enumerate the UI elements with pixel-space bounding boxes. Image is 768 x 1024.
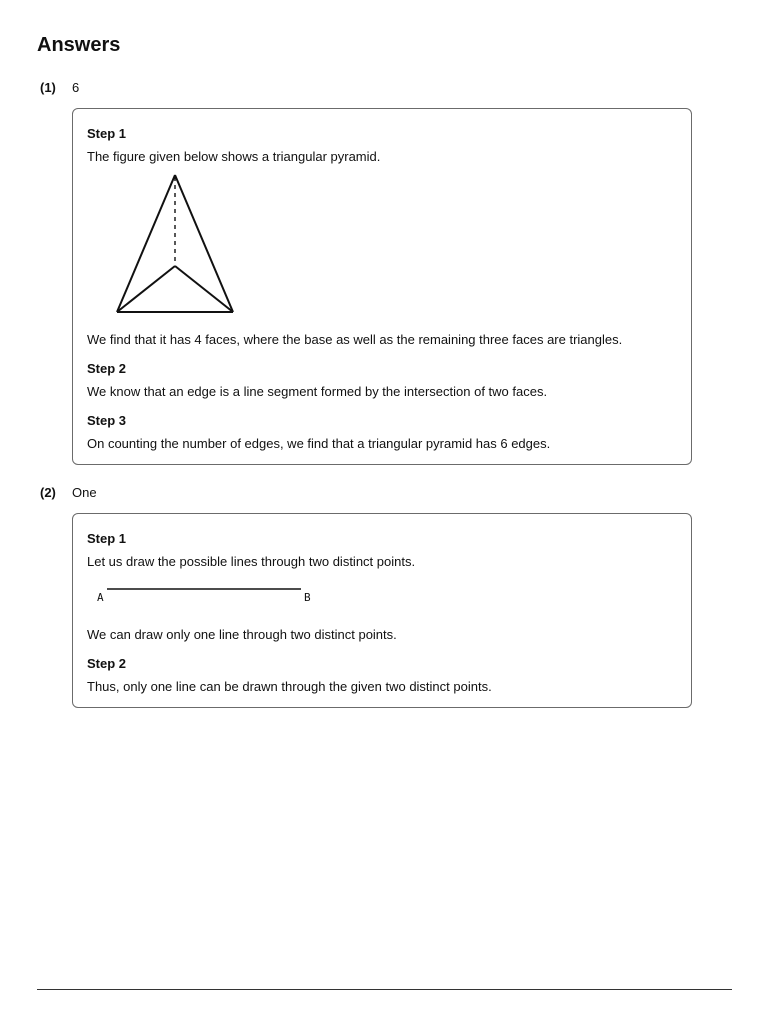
answer-2-number: (2) <box>40 485 56 500</box>
answer-2-step-2-text: Thus, only one line can be drawn through the given two distinct points. <box>87 679 492 694</box>
answer-2-row <box>40 485 97 500</box>
answer-1-step-1-title: Step 1 <box>87 126 127 141</box>
answer-2-step-1-conclusion: We can draw only one line through two distinct points. <box>87 627 397 642</box>
answer-1-step-3-title: Step 3 <box>87 413 127 428</box>
answer-1-row <box>40 80 79 95</box>
answer-1-value: 6 <box>72 80 80 95</box>
answer-1-step-2-title: Step 2 <box>87 361 127 376</box>
answer-1-number: (1) <box>40 80 56 95</box>
line-through-points-figure <box>95 582 317 604</box>
answer-2-step-1-text: Let us draw the possible lines through two distinct points. <box>87 554 416 569</box>
triangular-pyramid-figure <box>113 173 238 317</box>
pyramid-edge-left <box>117 175 175 312</box>
answer-2-step-2-title: Step 2 <box>87 656 127 671</box>
answer-1-step-1-text: The figure given below shows a triangular pyramid. <box>87 149 381 164</box>
answer-2-solution-box <box>72 513 692 708</box>
footer-divider <box>37 989 732 990</box>
point-b-label: B <box>304 591 311 604</box>
point-a-label: A <box>97 591 104 604</box>
page-title: Answers <box>37 34 121 56</box>
answer-1-step-1-conclusion: We find that it has 4 faces, where the base as well as the remaining three faces are triangles. <box>87 332 623 347</box>
answer-1-solution-box <box>72 108 692 465</box>
answer-2-step-1-title: Step 1 <box>87 531 127 546</box>
answer-2-value: One <box>72 485 97 500</box>
answer-1-step-3-text: On counting the number of edges, we find that a triangular pyramid has 6 edges. <box>87 436 551 451</box>
answer-1-step-2-text: We know that an edge is a line segment formed by the intersection of two faces. <box>87 384 548 399</box>
pyramid-edge-right <box>175 175 233 312</box>
